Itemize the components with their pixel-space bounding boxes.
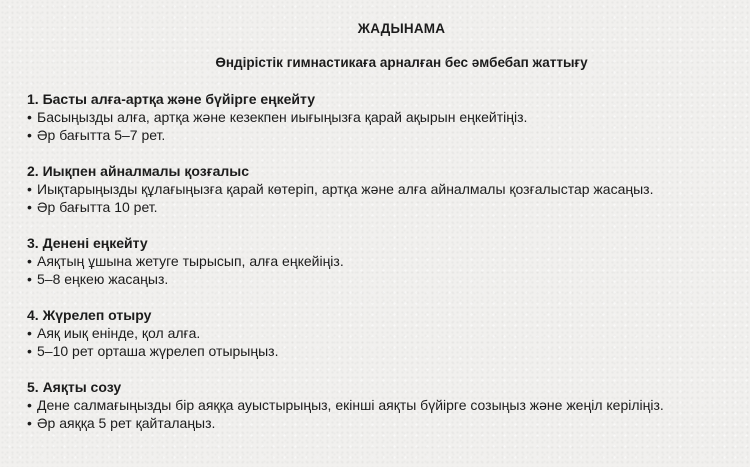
exercise-repetitions-text: Әр бағытта 5–7 рет. (37, 127, 166, 143)
exercise-heading: 4. Жүрелеп отыру (27, 307, 152, 323)
exercise-instruction (27, 396, 726, 414)
exercise-instruction (27, 252, 726, 270)
exercise-5 (27, 378, 726, 432)
bullet-icon: • (27, 109, 32, 125)
exercise-heading: 1. Басты алға-артқа және бүйірге еңкейту (27, 91, 316, 107)
exercise-instruction (27, 180, 726, 198)
exercise-instruction (27, 324, 726, 342)
exercise-2 (27, 162, 726, 216)
exercise-repetitions (27, 126, 726, 144)
exercise-repetitions (27, 414, 726, 432)
bullet-icon: • (27, 325, 32, 341)
exercise-heading: 3. Денені еңкейту (27, 235, 148, 251)
bullet-icon: • (27, 253, 32, 269)
exercise-repetitions (27, 198, 726, 216)
bullet-icon: • (27, 397, 32, 413)
exercise-instruction-text: Аяқтың ұшына жетуге тырысып, алға еңкейіңіз. (37, 253, 344, 269)
exercise-instruction-text: Басыңызды алға, артқа және кезекпен иығыңызға қарай ақырын еңкейтіңіз. (37, 109, 528, 125)
exercise-list (27, 90, 726, 432)
exercise-instruction-text: Иықтарыңызды құлағыңызға қарай көтеріп, артқа және алға айналмалы қозғалыстар жасаңыз. (37, 181, 654, 197)
bullet-icon: • (27, 127, 32, 143)
exercise-repetitions-text: Әр бағытта 10 рет. (37, 199, 158, 215)
document-title: ЖАДЫНАМА (357, 21, 446, 36)
bullet-icon: • (27, 271, 32, 287)
exercise-heading: 2. Иықпен айналмалы қозғалыс (27, 163, 249, 179)
bullet-icon: • (27, 343, 32, 359)
exercise-instruction-text: Дене салмағыңызды бір аяққа ауыстырыңыз, екінші аяқты бүйірге созыңыз және жеңіл керіліңіз. (37, 397, 664, 413)
exercise-instruction-text: Аяқ иық енінде, қол алға. (37, 325, 201, 341)
document-subtitle: Өндірістік гимнастикаға арналған бес әмбебап жаттығу (215, 55, 588, 70)
exercise-instruction (27, 108, 726, 126)
exercise-4 (27, 306, 726, 360)
bullet-icon: • (27, 199, 32, 215)
exercise-heading: 5. Аяқты созу (27, 379, 122, 395)
bullet-icon: • (27, 415, 32, 431)
exercise-1 (27, 90, 726, 144)
exercise-repetitions-text: Әр аяққа 5 рет қайталаңыз. (37, 415, 216, 431)
exercise-repetitions (27, 342, 726, 360)
exercise-repetitions (27, 270, 726, 288)
exercise-3 (27, 234, 726, 288)
bullet-icon: • (27, 181, 32, 197)
exercise-repetitions-text: 5–8 еңкею жасаңыз. (37, 271, 169, 287)
exercise-repetitions-text: 5–10 рет орташа жүрелеп отырыңыз. (37, 343, 279, 359)
